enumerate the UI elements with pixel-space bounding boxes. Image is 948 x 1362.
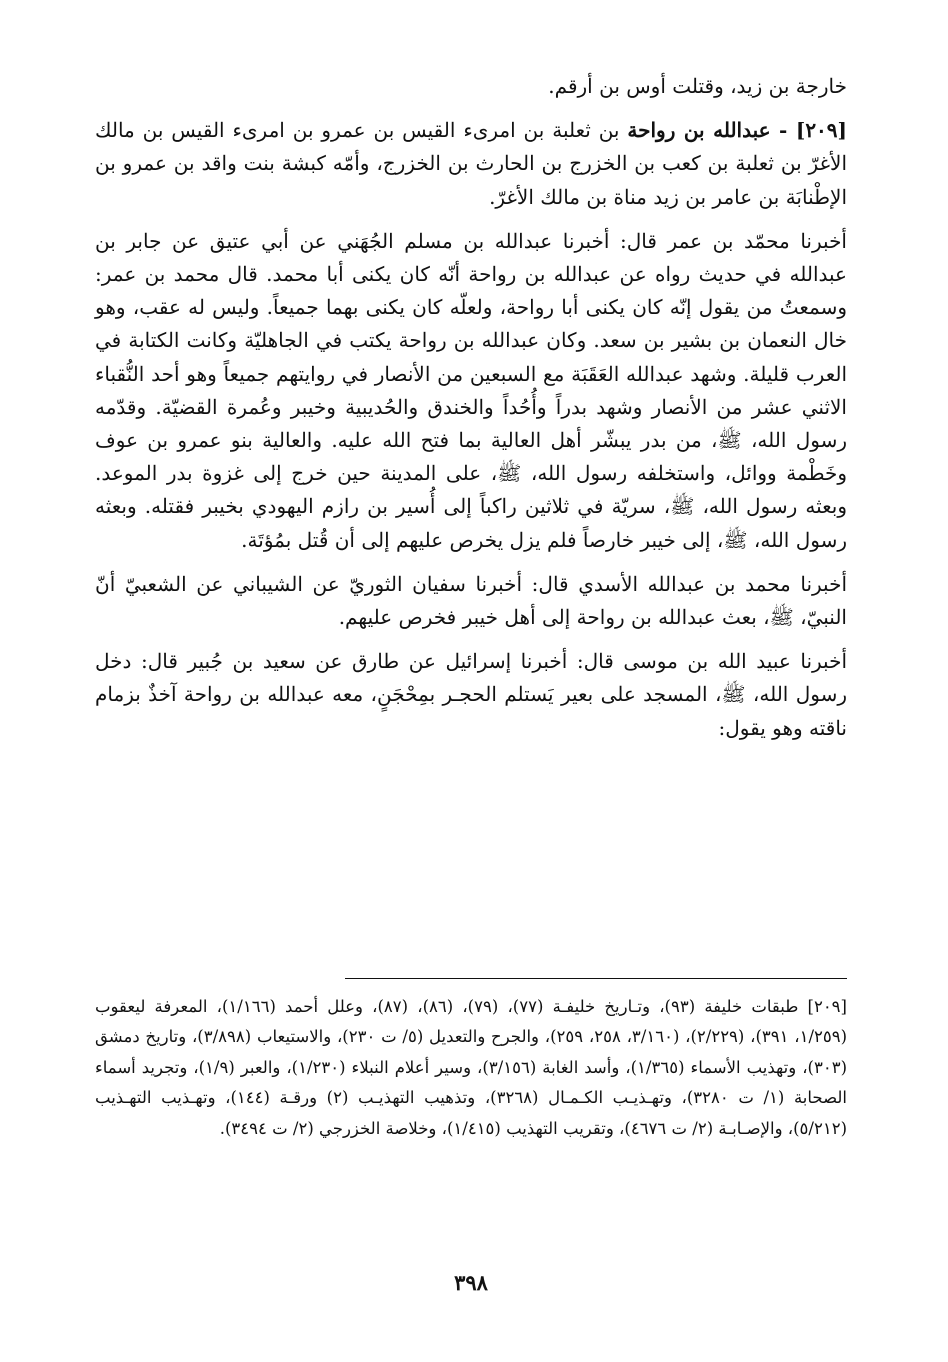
entry-heading: [٢٠٩] - عبدالله بن رواحة	[627, 118, 848, 143]
entry-lineage: بن ثعلبة بن امرىء القيس بن عمرو بن امرىء القيس بن مالك الأغرّ بن ثعلبة بن كعب بن الخزرج بن الحارث بن الخزرج، وأمّه كبشة بنت واقد بن عمرو بن الإطْنابَة بن عامر بن زيد مناة بن مالك الأغرّ.	[95, 118, 847, 209]
paragraph-narration-2: أخبرنا محمد بن عبدالله الأسدي قال: أخبرنا سفيان الثوريّ عن الشيباني عن الشعبيّ أنّ النبيّ، ﷺ، بعث عبدالله بن رواحة إلى أهل خيبر فخرص عليهم.	[95, 571, 848, 630]
opening-line: خارجة بن زيد، وقتلت أوس بن أرقم.	[548, 74, 847, 98]
page-number: ٣٩٨	[454, 1270, 488, 1295]
biography-entry	[95, 114, 847, 214]
footnotes-section	[95, 992, 847, 1144]
paragraph-narration-3: أخبرنا عبيد الله بن موسى قال: أخبرنا إسرائيل عن طارق عن سعيد بن جُبير قال: دخل رسول الله، ﷺ، المسجد على بعير يَستلم الحجـر بمِحْجَنٍ، معه عبدالله بن رواحة آخذٌ بزمام ناقته وهو يقول:	[95, 649, 847, 740]
main-text	[95, 70, 847, 745]
book-page	[95, 70, 848, 1295]
footnote-209: [٢٠٩] طبقات خليفة (٩٣)، وتـاريخ خليفـة (٧٧)، (٧٩)، (٨٦)، (٨٧)، وعلل أحمد (١/١٦٦)، المعرفة ليعقوب (١/٢٥٩، ٣٩١)، (٢/٢٢٩)، (٣/١٦٠، ٢٥٨، ٢٥٩)، والجرح والتعديل (٥/ ت ٢٣٠)، والاستيعاب (٣/٨٩٨)، وتاريخ دمشق (٣٠٣)، وتهذيب الأسماء (١/٣٦٥)، وأسد الغابة (٣/١٥٦)، وسير أعلام النبلاء (١/٢٣٠)، والعبر (١/٩)، وتجريد أسماء الصحابة (١/ ت ٣٢٨٠)، وتهـذيـب الكـمـال (٣٢٦٨)، وتذهيب التهذيـب (٢) ورقـة (١٤٤)، وتهـذيب التهـذيب (٥/٢١٢)، والإصـابـة (٢/ ت ٤٦٧٦)، وتقريب التهذيب (١/٤١٥)، وخلاصة الخزرجي (٢/ ت ٣٤٩٤).	[95, 997, 848, 1138]
footnote-divider	[345, 978, 847, 979]
paragraph-narration-1: أخبرنا محمّد بن عمر قال: أخبرنا عبدالله بن مسلم الجُهَني عن أبي عتيق عن جابر بن عبدالله في حديث رواه عن عبدالله بن رواحة أنّه كان يكنى أبا محمد. قال محمد بن عمر: وسمعتُ من يقول إنّه كان يكنى أبا رواحة، ولعلّه كان يكنى بهما جميعاً. وليس له عقب، وهو خال النعمان بن بشير بن سعد. وكان عبدالله بن رواحة يكتب في الجاهليّة وكانت الكتابة في العرب قليلة. وشهد عبدالله العَقَبَة مع السبعين من الأنصار في روايتهم جميعاً وهو أحد النُّقباء الاثني عشر من الأنصار وشهد بدراً وأُحُداً والخندق والحُديبية وخيبر وعُمرة القضيّة. وقدّمه رسول الله، ﷺ، من بدر يبشّر أهل العالية بما فتح الله عليه. والعالية بنو عمرو بن عوف وخَطْمة ووائل، واستخلفه رسول الله، ﷺ، على المدينة حين خرج إلى غزوة بدر الموعد. وبعثه رسول الله، ﷺ، سريّة في ثلاثين راكباً إلى أُسير بن رازم اليهودي بخيبر فقتله. وبعثه رسول الله، ﷺ، إلى خيبر خارصاً فلم يزل يخرص عليهم إلى أن قُتل بمُؤتَة.	[95, 228, 848, 552]
